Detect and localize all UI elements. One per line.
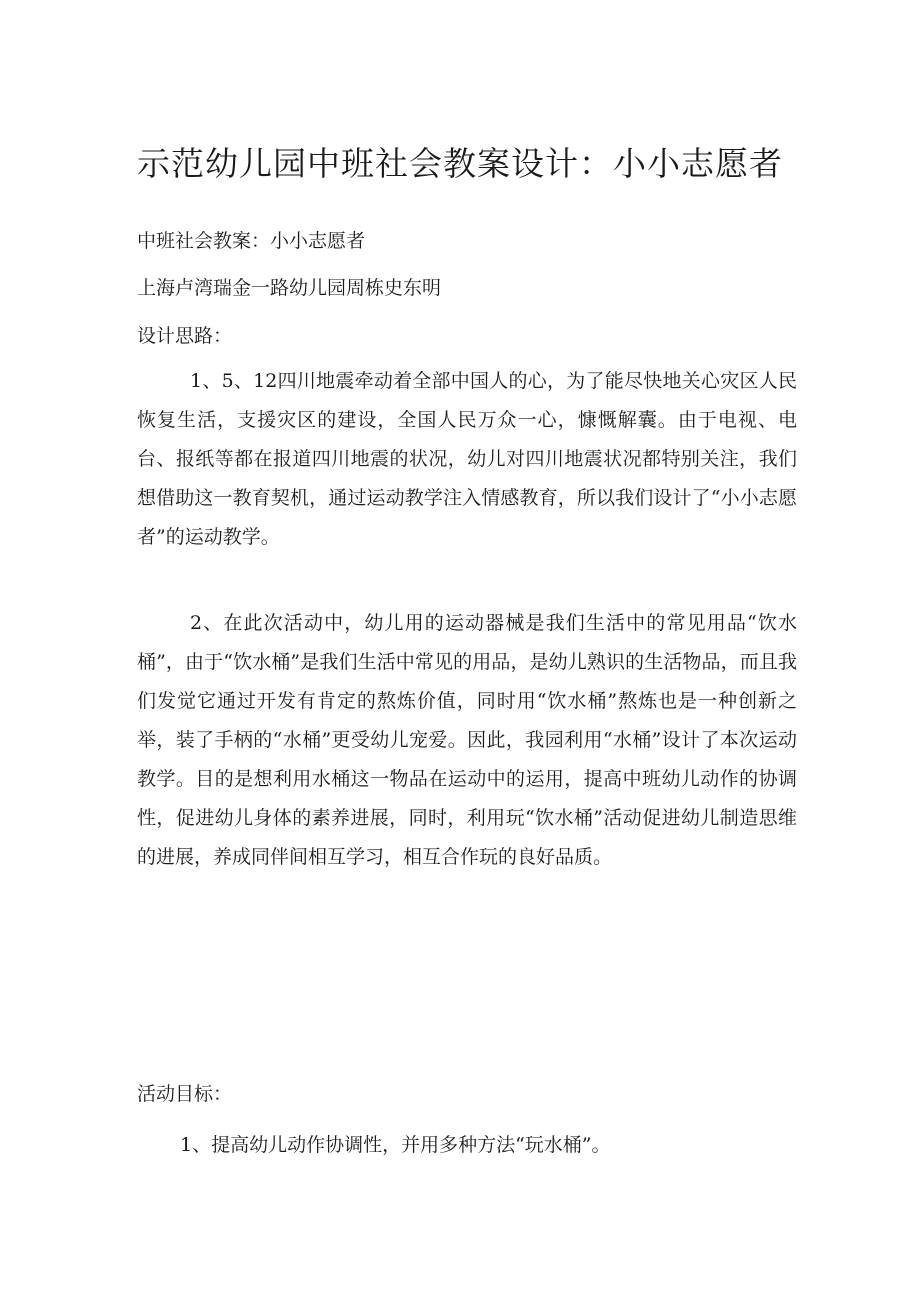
paragraph-2: 2、在此次活动中，幼儿用的运动器械是我们生活中的常见用品“饮水桶”，由于“饮水桶”是我们生活中常见的用品，是幼儿熟识的生活物品，而且我们发觉它通过开发有肯定的熬炼价值，同时用“饮水桶”熬炼也是一种创新之举，装了手柄的“水桶”更受幼儿宠爱。因此，我园利用“水桶”设计了本次运动教学。目的是想利用水桶这一物品在运动中的运用，提高中班幼儿动作的协调性，促进幼儿身体的素养进展，同时，利用玩“饮水桶”活动促进幼儿制造思维的进展，养成同伴间相互学习，相互合作玩的良好品质。: [137, 612, 797, 868]
author-line: 上海卢湾瑞金一路幼儿园周栋史东明: [137, 277, 442, 299]
subtitle: 中班社会教案：小小志愿者: [137, 230, 366, 252]
document-title: 示范幼儿园中班社会教案设计：小小志愿者: [137, 144, 783, 183]
goals-heading: 活动目标：: [137, 1083, 233, 1105]
goal-item: 1、提高幼儿动作协调性，并用多种方法“玩水桶”。: [180, 1134, 611, 1156]
design-heading: 设计思路：: [137, 325, 233, 347]
paragraph-1: 1、5、12四川地震牵动着全部中国人的心，为了能尽快地关心灾区人民恢复生活，支援灾区的建设，全国人民万众一心，慷慨解囊。由于电视、电台、报纸等都在报道四川地震的状况，幼儿对四川地震状况都特别关注，我们想借助这一教育契机，通过运动教学注入情感教育，所以我们设计了“小小志愿者”的运动教学。: [137, 370, 797, 548]
